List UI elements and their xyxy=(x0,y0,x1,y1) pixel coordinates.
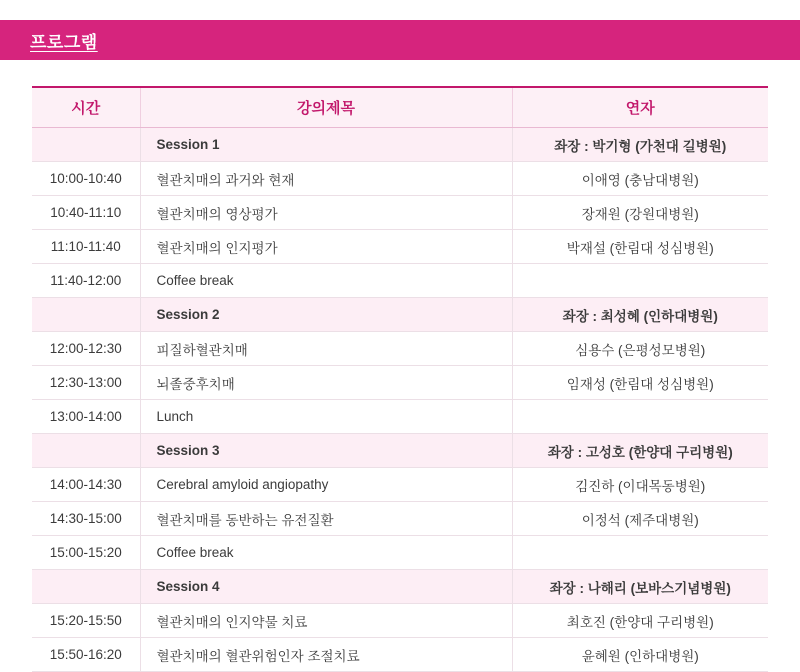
cell-speaker: 장재원 (강원대병원) xyxy=(512,196,768,230)
cell-lecture-title: 혈관치매의 인지평가 xyxy=(140,230,512,264)
cell-time: 12:30-13:00 xyxy=(32,366,140,400)
column-header-title: 강의제목 xyxy=(140,87,512,128)
cell-time: 10:40-11:10 xyxy=(32,196,140,230)
cell-speaker: 최호진 (한양대 구리병원) xyxy=(512,604,768,638)
cell-chair: 좌장 : 박기형 (가천대 길병원) xyxy=(512,128,768,162)
page-header-bar xyxy=(0,20,800,60)
cell-time: 15:20-15:50 xyxy=(32,604,140,638)
table-row xyxy=(32,570,768,604)
cell-time xyxy=(32,298,140,332)
cell-lecture-title: 피질하혈관치매 xyxy=(140,332,512,366)
cell-speaker: 임재성 (한림대 성심병원) xyxy=(512,366,768,400)
table-row xyxy=(32,264,768,298)
cell-time xyxy=(32,570,140,604)
cell-lecture-title: 혈관치매를 동반하는 유전질환 xyxy=(140,502,512,536)
table-header-row xyxy=(32,87,768,128)
cell-time xyxy=(32,128,140,162)
cell-session-label: Session 2 xyxy=(140,298,512,332)
cell-time: 11:10-11:40 xyxy=(32,230,140,264)
table-row xyxy=(32,638,768,672)
table-row xyxy=(32,162,768,196)
table-row xyxy=(32,366,768,400)
cell-session-label: Session 3 xyxy=(140,434,512,468)
cell-time xyxy=(32,434,140,468)
cell-chair: 좌장 : 나해리 (보바스기념병원) xyxy=(512,570,768,604)
cell-chair: 좌장 : 고성호 (한양대 구리병원) xyxy=(512,434,768,468)
page-title: 프로그램 xyxy=(30,32,98,52)
cell-lecture-title: Cerebral amyloid angiopathy xyxy=(140,468,512,502)
column-header-time: 시간 xyxy=(32,87,140,128)
table-row xyxy=(32,434,768,468)
column-header-speaker: 연자 xyxy=(512,87,768,128)
program-table-container xyxy=(32,86,768,672)
cell-time: 15:50-16:20 xyxy=(32,638,140,672)
cell-lecture-title: 혈관치매의 영상평가 xyxy=(140,196,512,230)
cell-time: 11:40-12:00 xyxy=(32,264,140,298)
program-table xyxy=(32,86,768,672)
cell-time: 14:30-15:00 xyxy=(32,502,140,536)
cell-time: 13:00-14:00 xyxy=(32,400,140,434)
cell-speaker: 박재설 (한림대 성심병원) xyxy=(512,230,768,264)
cell-lecture-title: Coffee break xyxy=(140,264,512,298)
cell-session-label: Session 4 xyxy=(140,570,512,604)
table-row xyxy=(32,230,768,264)
table-row xyxy=(32,468,768,502)
cell-session-label: Session 1 xyxy=(140,128,512,162)
table-row xyxy=(32,502,768,536)
cell-lecture-title: Lunch xyxy=(140,400,512,434)
cell-lecture-title: 혈관치매의 인지약물 치료 xyxy=(140,604,512,638)
table-row xyxy=(32,604,768,638)
table-row xyxy=(32,400,768,434)
table-row xyxy=(32,128,768,162)
cell-time: 12:00-12:30 xyxy=(32,332,140,366)
cell-lecture-title: 혈관치매의 혈관위험인자 조절치료 xyxy=(140,638,512,672)
table-header xyxy=(32,87,768,128)
cell-time: 10:00-10:40 xyxy=(32,162,140,196)
cell-speaker: 이애영 (충남대병원) xyxy=(512,162,768,196)
cell-chair: 좌장 : 최성혜 (인하대병원) xyxy=(512,298,768,332)
table-row xyxy=(32,332,768,366)
table-row xyxy=(32,536,768,570)
cell-speaker xyxy=(512,264,768,298)
table-row xyxy=(32,196,768,230)
cell-speaker xyxy=(512,400,768,434)
cell-lecture-title: 뇌졸중후치매 xyxy=(140,366,512,400)
cell-time: 15:00-15:20 xyxy=(32,536,140,570)
cell-speaker: 이정석 (제주대병원) xyxy=(512,502,768,536)
table-body xyxy=(32,128,768,672)
cell-lecture-title: 혈관치매의 과거와 현재 xyxy=(140,162,512,196)
cell-time: 14:00-14:30 xyxy=(32,468,140,502)
cell-speaker: 윤혜원 (인하대병원) xyxy=(512,638,768,672)
cell-lecture-title: Coffee break xyxy=(140,536,512,570)
cell-speaker xyxy=(512,536,768,570)
table-row xyxy=(32,298,768,332)
cell-speaker: 심용수 (은평성모병원) xyxy=(512,332,768,366)
cell-speaker: 김진하 (이대목동병원) xyxy=(512,468,768,502)
